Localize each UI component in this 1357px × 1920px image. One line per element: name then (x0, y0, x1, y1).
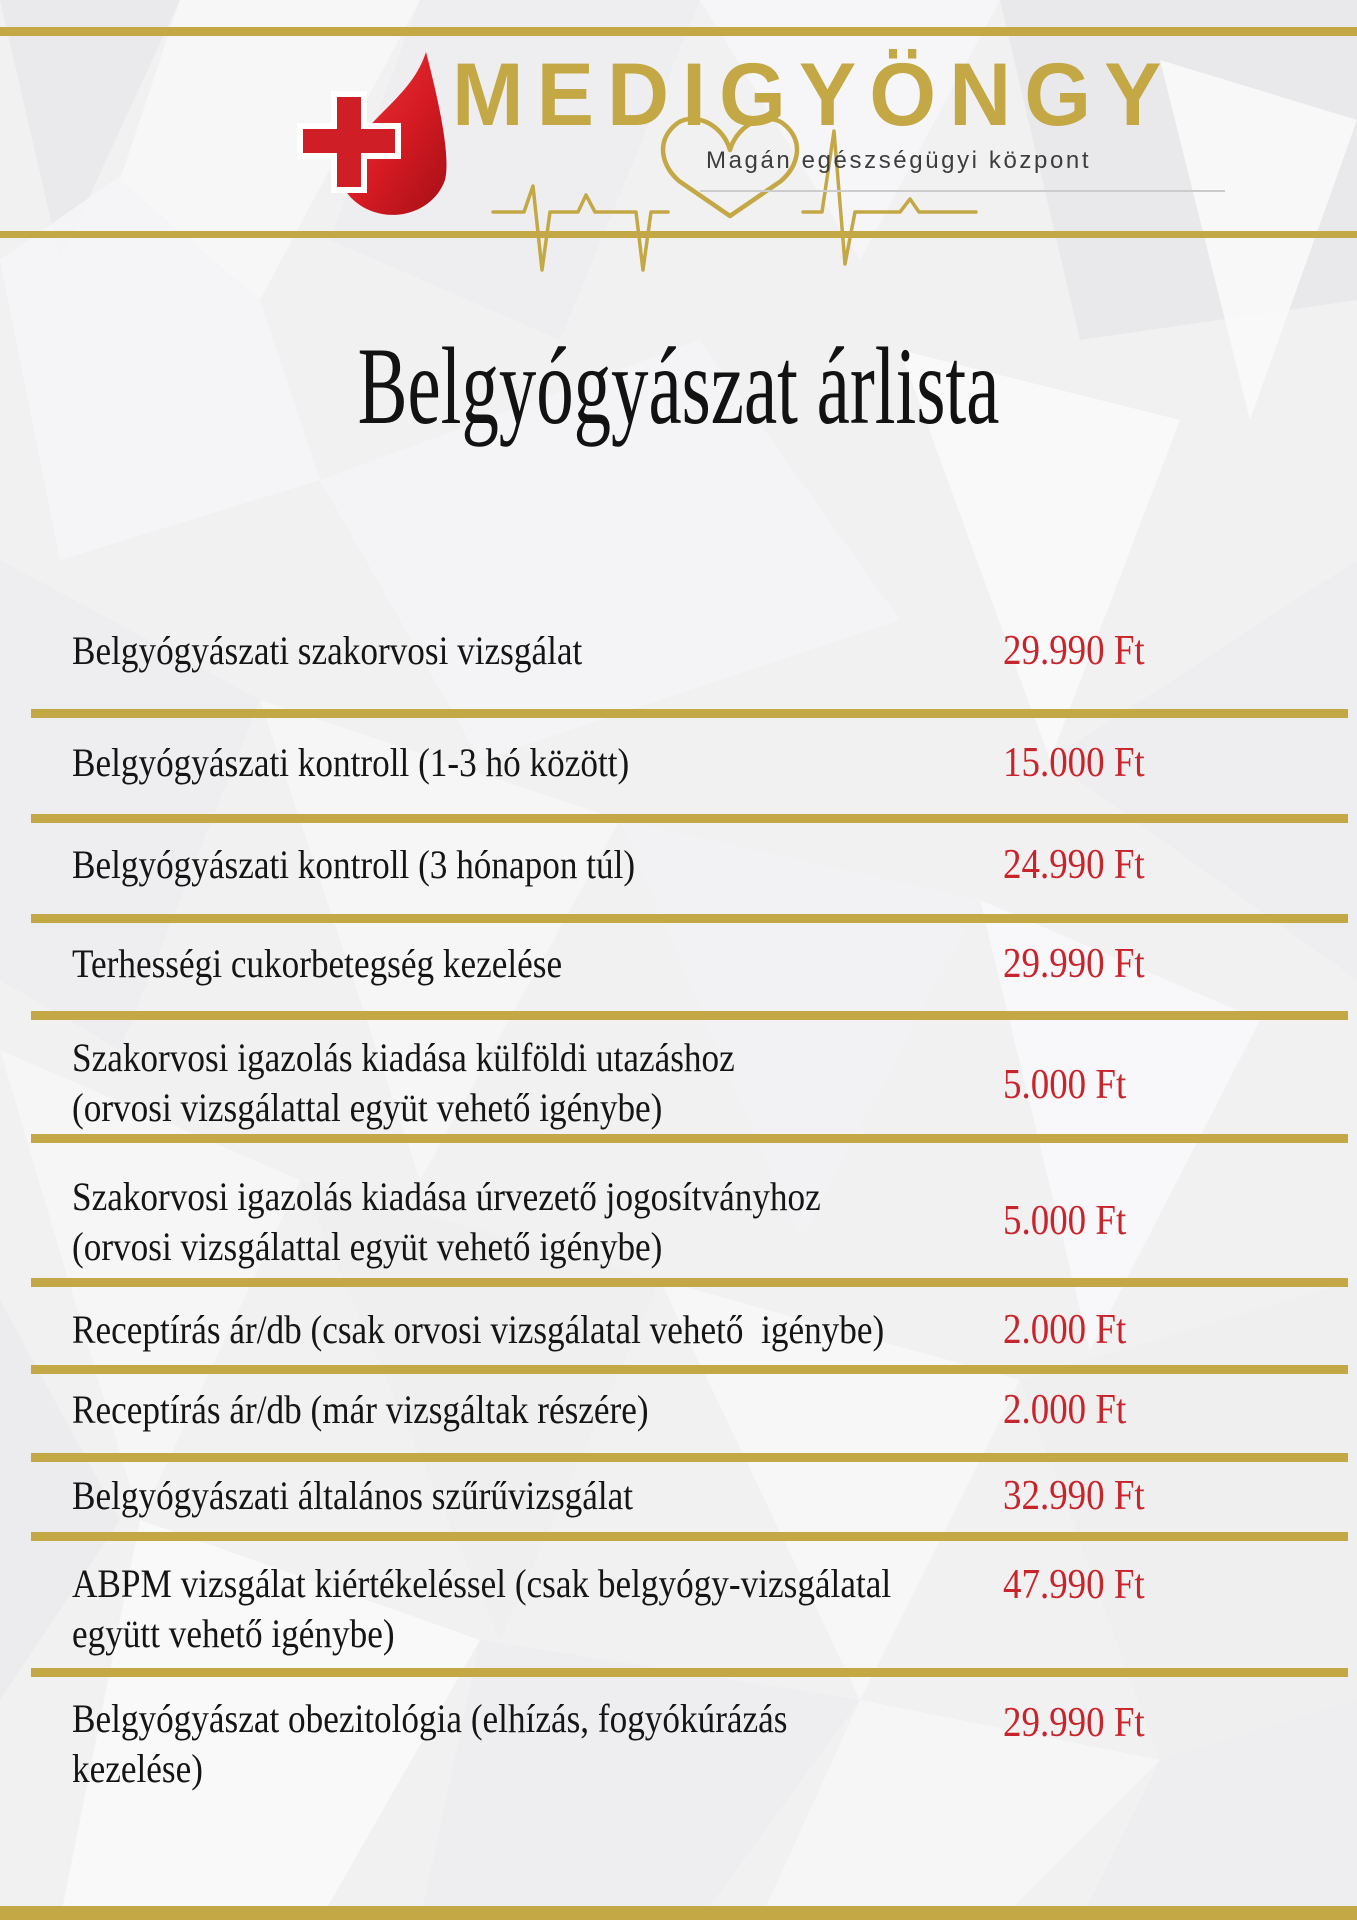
service-price: 2.000 Ft (1003, 1387, 1127, 1433)
service-price: 2.000 Ft (1003, 1307, 1127, 1353)
service-price: 47.990 Ft (1003, 1562, 1145, 1608)
service-name: Belgyógyászati kontroll (1-3 hó között) (72, 740, 630, 785)
row-divider (31, 1365, 1348, 1374)
service-name: Terhességi cukorbetegség kezelése (72, 941, 563, 986)
service-name: Belgyógyászati általános szűrűvizsgálat (72, 1473, 634, 1518)
row-divider (31, 1532, 1348, 1541)
service-name: Belgyógyászat obezitológia (elhízás, fogyókúrázás kezelése) (72, 1696, 788, 1791)
brand-title: MEDIGYÖNGY (452, 44, 1175, 145)
service-price: 15.000 Ft (1003, 740, 1145, 786)
row-divider (31, 914, 1348, 923)
blood-drop-icon (288, 48, 463, 223)
page-title: Belgyógyászat árlista (357, 325, 1000, 447)
service-name: Szakorvosi igazolás kiadása úrvezető jogosítványhoz (orvosi vizsgálattal együt vehető igénybe) (72, 1174, 821, 1269)
row-divider (31, 1011, 1348, 1020)
row-divider (31, 1278, 1348, 1287)
service-price: 24.990 Ft (1003, 842, 1145, 888)
row-divider (31, 709, 1348, 718)
bottom-gold-bar (0, 1906, 1357, 1920)
service-price: 29.990 Ft (1003, 1700, 1145, 1746)
row-divider (31, 1668, 1348, 1677)
service-name: Belgyógyászati kontroll (3 hónapon túl) (72, 842, 636, 887)
row-divider (31, 814, 1348, 823)
service-name: ABPM vizsgálat kiértékeléssel (csak belgyógy-vizsgálatal együtt vehető igénybe) (72, 1561, 892, 1656)
service-price: 5.000 Ft (1003, 1062, 1127, 1108)
service-name: Szakorvosi igazolás kiadása külföldi utazáshoz (orvosi vizsgálattal együt vehető igénybe) (72, 1035, 735, 1130)
brand-tagline: Magán egészségügyi központ (706, 147, 1092, 174)
row-divider (31, 1453, 1348, 1462)
top-gold-bar (0, 27, 1357, 36)
service-price: 29.990 Ft (1003, 628, 1145, 674)
service-name: Receptírás ár/db (csak orvosi vizsgálatal vehető igénybe) (72, 1307, 885, 1352)
service-price: 29.990 Ft (1003, 941, 1145, 987)
service-price: 32.990 Ft (1003, 1473, 1145, 1519)
service-name: Receptírás ár/db (már vizsgáltak részére) (72, 1387, 649, 1432)
service-price: 5.000 Ft (1003, 1198, 1127, 1244)
tagline-underline (700, 190, 1225, 192)
service-name: Belgyógyászati szakorvosi vizsgálat (72, 628, 583, 673)
row-divider (31, 1134, 1348, 1143)
